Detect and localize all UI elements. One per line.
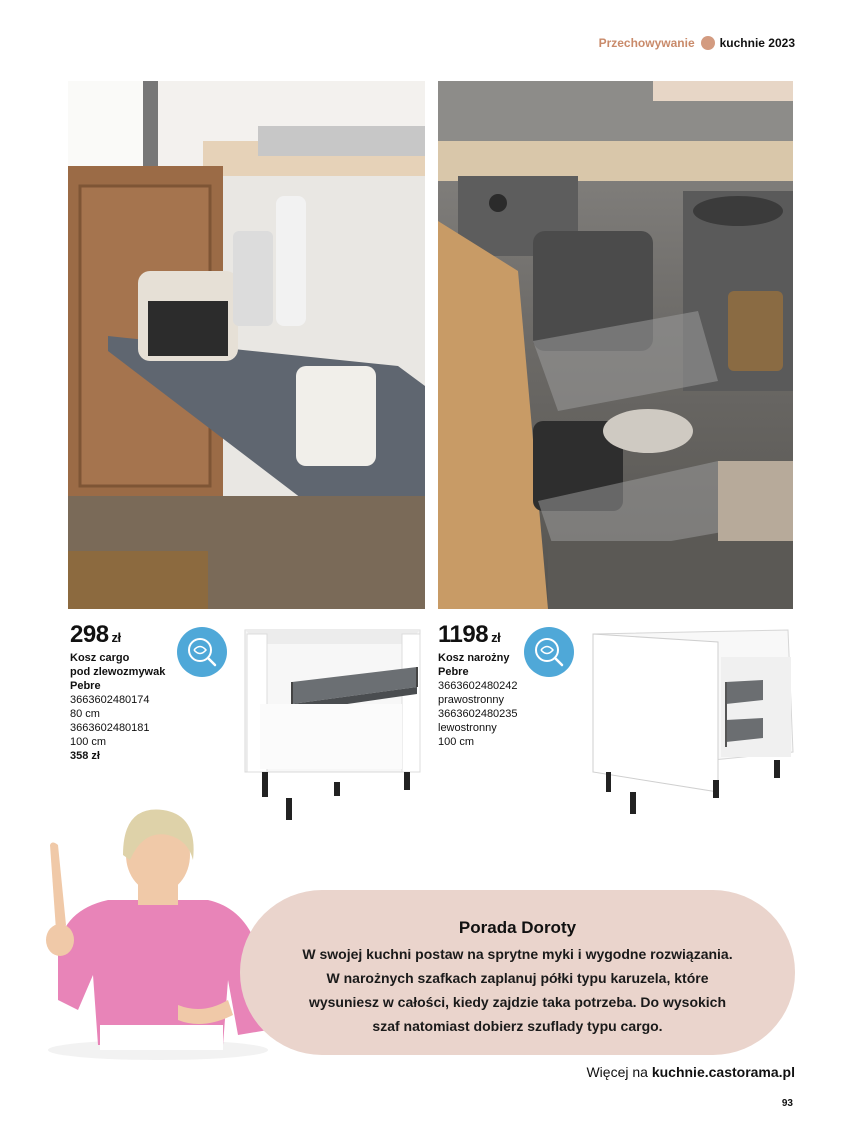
more-info-line bbox=[586, 1064, 795, 1080]
search-3d-icon[interactable] bbox=[524, 627, 574, 677]
advice-line: W swojej kuchni postaw na sprytne myki i wygodne rozwiązania. bbox=[302, 946, 733, 962]
corner-cabinet-image bbox=[588, 622, 798, 822]
section-dot-icon bbox=[701, 36, 715, 50]
advice-line: W narożnych szafkach zaplanuj półki typu karuzela, które bbox=[326, 970, 709, 986]
product-name-line2: pod zlewozmywak bbox=[70, 666, 166, 678]
product-series: Pebre bbox=[438, 666, 469, 678]
advice-text bbox=[270, 942, 765, 1038]
product-code: 3663602480174 bbox=[70, 694, 150, 706]
catalog-tag: kuchnie 2023 bbox=[719, 36, 795, 50]
product-name: Kosz cargo bbox=[70, 652, 130, 664]
product-code: 3663602480235 bbox=[438, 708, 518, 720]
price bbox=[70, 622, 180, 651]
product-code: 3663602480242 bbox=[438, 680, 518, 692]
product-price-alt: 358 zł bbox=[70, 750, 100, 762]
product-size: 100 cm bbox=[70, 736, 107, 748]
sink-cabinet-photo bbox=[68, 81, 425, 609]
product-size: 80 cm bbox=[70, 708, 100, 720]
cargo-cabinet-image bbox=[242, 622, 427, 822]
price-value: 298 bbox=[70, 621, 109, 648]
price-currency: zł bbox=[491, 630, 501, 645]
advice-title: Porada Doroty bbox=[458, 918, 577, 937]
website-link[interactable]: kuchnie.castorama.pl bbox=[651, 1064, 795, 1080]
advice-line: wysuniesz w całości, kiedy zajdzie taka potrzeba. Do wysokich bbox=[308, 994, 727, 1010]
product-size: 100 cm bbox=[438, 736, 475, 748]
product-variant: lewostronny bbox=[438, 722, 497, 734]
product-info-cargo bbox=[70, 622, 180, 763]
product-name: Kosz narożny bbox=[438, 652, 510, 664]
product-code: 3663602480181 bbox=[70, 722, 150, 734]
advice-line: szaf natomiast dobierz szuflady typu cargo. bbox=[372, 1018, 663, 1034]
page-header bbox=[599, 36, 795, 50]
product-series: Pebre bbox=[70, 680, 101, 692]
page-number: 93 bbox=[781, 1098, 793, 1109]
corner-cabinet-photo bbox=[438, 81, 793, 609]
more-prefix: Więcej na bbox=[586, 1064, 648, 1080]
product-variant: prawostronny bbox=[438, 694, 505, 706]
price-currency: zł bbox=[111, 630, 121, 645]
price-value: 1198 bbox=[438, 621, 489, 648]
search-3d-icon[interactable] bbox=[177, 627, 227, 677]
section-title: Przechowywanie bbox=[598, 36, 695, 50]
